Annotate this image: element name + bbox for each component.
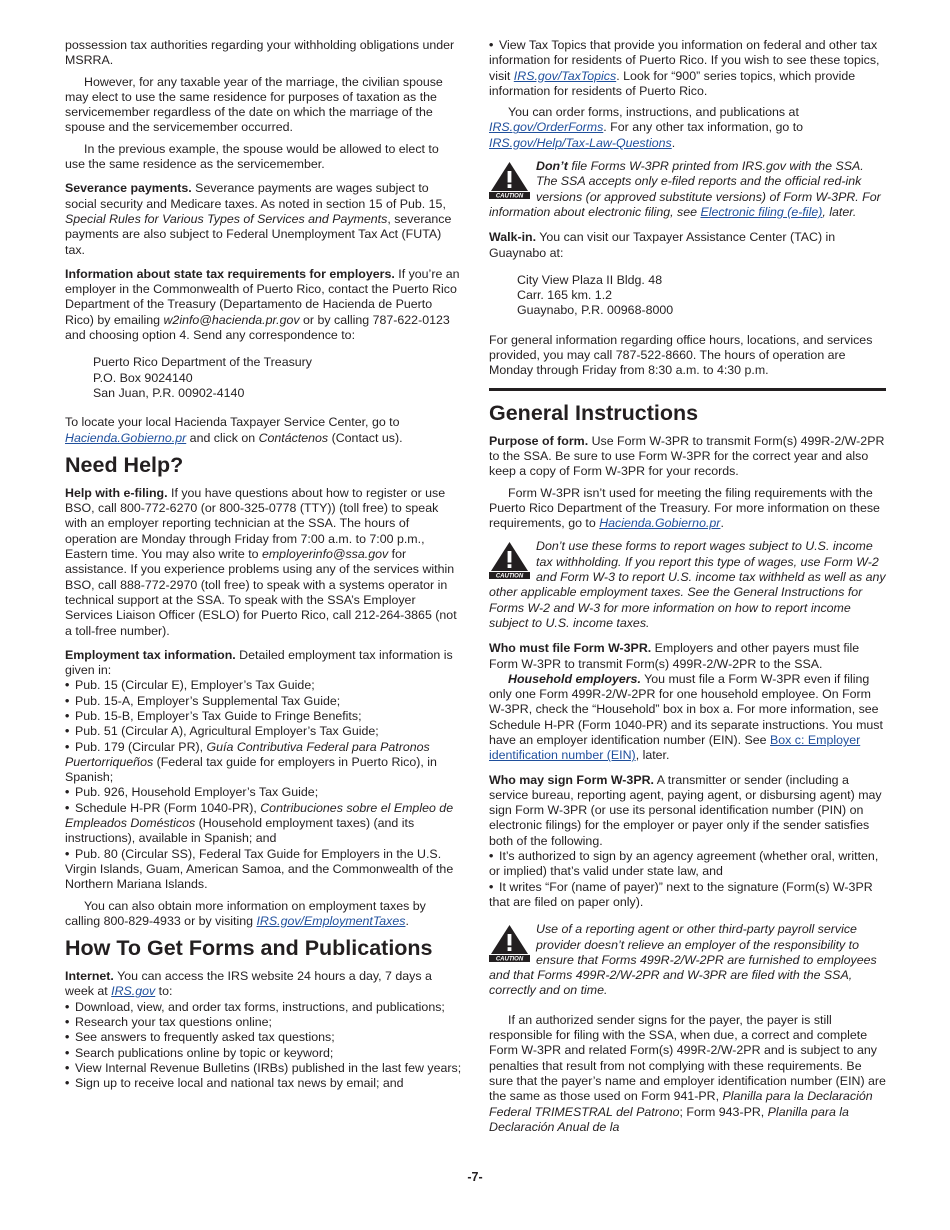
list-item: • Research your tax questions online; [65, 1015, 462, 1030]
order-forms-link[interactable]: IRS.gov/OrderForms [489, 120, 604, 135]
paragraph-locate-center: To locate your local Hacienda Taxpayer Service Center, go to Hacienda.Gobierno.pr and click on Contáctenos (Contact us). [65, 415, 403, 445]
run-in-heading-walk-in: Walk-in. [489, 230, 537, 245]
box-c-ein-link[interactable]: Box c: Employer identification number (EIN) [489, 732, 861, 763]
caution-note-efile: CAUTION Don’t file Forms W-3PR printed from IRS.gov with the SSA. The SSA accepts only e-filed reports and the official red-ink versions (or approved substitute versions) of Form W-3PR. For information about electronic filing, see Electronic filing (e-file), later. [489, 159, 881, 219]
sign-conditions-list [489, 849, 886, 910]
section-divider [489, 388, 886, 391]
efile-link[interactable]: Electronic filing (e-file) [700, 204, 823, 219]
irs-gov-link[interactable]: IRS.gov [111, 984, 156, 999]
heading-need-help: Need Help? [65, 452, 184, 477]
tac-address: City View Plaza II Bldg. 48 Carr. 165 km. 1.2 Guaynabo, P.R. 00968-8000 [517, 272, 674, 318]
paragraph-more-info: You can also obtain more information on employment taxes by calling 800-829-4933 or by visiting IRS.gov/EmploymentTaxes. [65, 898, 426, 928]
internet-list [65, 1000, 462, 1092]
publications-list [65, 678, 462, 892]
list-item: • Pub. 80 (Circular SS), Federal Tax Guide for Employers in the U.S. Virgin Islands, Guam, American Samoa, and the Commonwealth of the Northern Mariana Islands. [65, 847, 462, 893]
paragraph-who-may-sign: Who may sign Form W-3PR. A transmitter or sender (including a service bureau, reporting agent, paying agent, or disbursing agent) may sign Form W-3PR (or use its personal identification number (PIN) on electronic filings) for the employer or payer only if the sender satisfies both of the following. [489, 772, 882, 848]
caution-label: CAUTION [495, 956, 524, 963]
employment-taxes-link[interactable]: IRS.gov/EmploymentTaxes [256, 913, 406, 928]
list-item: • Search publications online by topic or keyword; [65, 1046, 462, 1061]
hacienda-link-2[interactable]: Hacienda.Gobierno.pr [599, 516, 721, 531]
list-item: • Sign up to receive local and national tax news by email; and [65, 1076, 462, 1091]
paragraph-who-must-file: Who must file Form W-3PR. Employers and other payers must file Form W-3PR to transmit Form(s) 499R-2/W-2PR to the SSA. [489, 641, 860, 671]
list-item: • It writes “For (name of payer)” next to the signature (Form(s) W-3PR that are filed on paper only). [489, 880, 886, 911]
heading-general-instructions: General Instructions [489, 400, 699, 425]
tax-topics-link[interactable]: IRS.gov/TaxTopics [513, 68, 617, 83]
run-in-heading-state-tax: Information about state tax requirements for employers. [65, 266, 395, 281]
paragraph-household: Household employers. You must file a Form W-3PR even if filing only one Form 499R-2/W-2PR for one household employee. On Form W-3PR, check the “Household” box in box a. For more information, see Schedule H-PR (Form 1040-PR) and its separate instructions. You must have an employer identification number (EIN). See Box c: Employer identification number (EIN), later. [489, 671, 883, 763]
hacienda-link[interactable]: Hacienda.Gobierno.pr [65, 430, 187, 445]
list-item: • Pub. 179 (Circular PR), Guía Contributiva Federal para Patronos Puertorriqueños (Federal tax guide for employers in Puerto Rico), in Spanish; [65, 740, 462, 786]
list-item: • See answers to frequently asked tax questions; [65, 1030, 462, 1045]
run-in-heading-who-may-sign: Who may sign Form W-3PR. [489, 772, 654, 787]
paragraph-order-forms: You can order forms, instructions, and publications at IRS.gov/OrderForms. For any other tax information, go to IRS.gov/Help/Tax-Law-Questions. [489, 105, 804, 150]
caution-note-us-wages: CAUTION Don’t use these forms to report wages subject to U.S. income tax withholding. If you report this type of wages, use Form W-2 and Form W-3 to report U.S. income tax withheld as well as any other applicable employment taxes. See the General Instructions for Forms W-2 and W-3 for more information on how to report income subject to U.S. income taxes. [489, 539, 886, 630]
heading-forms-publications: How To Get Forms and Publications [65, 936, 433, 961]
list-item: • It’s authorized to sign by an agency agreement (whether oral, written, or implied) that’s valid under state law, and [489, 849, 886, 880]
caution-note-agent: CAUTION Use of a reporting agent or other third-party payroll service provider doesn’t relieve an employer of the responsibility to ensure that Forms 499R-2/W-2PR are furnished to employees and that Forms 499R-2/W-2PR and W-3PR are filed with the SSA, correctly and on time. [489, 922, 877, 998]
run-in-heading-internet: Internet. [65, 969, 114, 984]
list-item: • Pub. 15-A, Employer’s Supplemental Tax Guide; [65, 694, 462, 709]
list-item: • Pub. 51 (Circular A), Agricultural Employer’s Tax Guide; [65, 724, 462, 739]
list-item: • Download, view, and order tax forms, instructions, and publications; [65, 1000, 462, 1015]
paragraph-employment-info: Employment tax information. Detailed employment tax information is given in: [65, 647, 453, 678]
run-in-heading-employment-info: Employment tax information. [65, 647, 236, 662]
left-column [65, 38, 462, 1092]
tax-law-questions-link[interactable]: IRS.gov/Help/Tax-Law-Questions [489, 135, 672, 150]
run-in-heading-purpose: Purpose of form. [489, 433, 589, 448]
caution-icon [489, 541, 530, 579]
paragraph-civilian-spouse: However, for any taxable year of the marriage, the civilian spouse may elect to use the same residence for purposes of taxation as the servicemember regardless of the date on which the marriage of the spouse and the servicemember occurred. [65, 74, 443, 135]
run-in-heading-efiling: Help with e-filing. [65, 485, 168, 500]
caution-icon [489, 924, 530, 962]
run-in-heading-household: Household employers. [508, 671, 641, 686]
treasury-address: Puerto Rico Department of the Treasury P.O. Box 9024140 San Juan, P.R. 00902-4140 [93, 355, 313, 400]
caution-label: CAUTION [495, 193, 524, 200]
page-number: -7- [467, 1170, 483, 1184]
list-item: • Pub. 15 (Circular E), Employer’s Tax Guide; [65, 678, 462, 693]
paragraph-general-info: For general information regarding office hours, locations, and services provided, you may call 787-522-8660. The hours of operation are Monday through Friday from 8:30 a.m. to 4:30 p.m. [489, 332, 873, 378]
run-in-heading-severance: Severance payments. [65, 181, 192, 196]
paragraph-efiling: Help with e-filing. If you have questions about how to register or use BSO, call 800-772-6270 (or 800-325-0778 (TTY)) (toll free) to speak with an employer reporting technician at the SSA. The hours of operation are Monday through Friday from 7:00 a.m. to 7:00 p.m., Eastern time. You may also write to employerinfo@ssa.gov for assistance. If you experience problems using any of the services within BSO, call 888-772-2970 (toll free) to speak with a systems operator in technical support at the SSA. To speak with the SSA’s Employer Services Liaison Officer (ESLO) for Puerto Rico, call 212-264-3865 (not a toll-free number). [65, 485, 457, 638]
caution-label: CAUTION [495, 574, 524, 580]
list-item-tax-topics: • View Tax Topics that provide you information on federal and other tax information for residents of Puerto Rico. If you wish to see these topics, visit IRS.gov/TaxTopics. Look for “900” series topics, which provide information for residents of Puerto Rico. [489, 38, 886, 99]
paragraph-walk-in: Walk-in. You can visit our Taxpayer Assistance Center (TAC) in Guaynabo at: [489, 230, 836, 260]
list-item: • Schedule H-PR (Form 1040-PR), Contribuciones sobre el Empleo de Empleados Domésticos (Household employment taxes) (and its instructions), available in Spanish; and [65, 801, 462, 847]
ssa-email: employerinfo@ssa.gov [261, 547, 389, 562]
paragraph-msrra: possession tax authorities regarding your withholding obligations under MSRRA. [65, 38, 455, 68]
paragraph-internet: Internet. You can access the IRS website 24 hours a day, 7 days a week at IRS.gov to: [65, 969, 432, 999]
paragraph-previous-example: In the previous example, the spouse would be allowed to elect to use the same residence as the servicemember. [65, 141, 439, 172]
paragraph-state-tax: Information about state tax requirements for employers. If you’re an employer in the Commonwealth of Puerto Rico, contact the Puerto Rico Department of the Treasury (Departamento de Hacienda de Puerto Rico) by emailing w2info@hacienda.pr.gov or by calling 787-622-0123 and choosing option 4. Send any correspondence to: [65, 266, 460, 343]
paragraph-authorized-sender: If an authorized sender signs for the payer, the payer is still responsible for filing with the SSA, when due, a correct and complete Form W-3PR and related Form(s) 499R-2/W-2PR and is subject to any penalties that result from not complying with these requirements. Be sure that the payer’s name and employer identification number (EIN) are the same as those used on Form 941-PR, Planilla para la Declaración Federal TRIMESTRAL del Patrono; Form 943-PR, Planilla para la Declaración Anual de la [489, 1012, 886, 1134]
paragraph-not-used: Form W-3PR isn’t used for meeting the filing requirements with the Puerto Rico Department of the Treasury. For more information on these requirements, go to Hacienda.Gobierno.pr. [489, 485, 880, 531]
caution-icon [489, 161, 530, 199]
run-in-heading-who-must-file: Who must file Form W-3PR. [489, 641, 652, 656]
right-column [489, 38, 886, 1141]
list-item: • View Internal Revenue Bulletins (IRBs) published in the last few years; [65, 1061, 462, 1076]
paragraph-severance: Severance payments. Severance payments are wages subject to social security and Medicare taxes. As noted in section 15 of Pub. 15, Special Rules for Various Types of Services and Payments, severance payments are also subject to Federal Unemployment Tax Act (FUTA) tax. [65, 181, 452, 257]
list-item: • Pub. 15-B, Employer’s Tax Guide to Fringe Benefits; [65, 709, 462, 724]
hacienda-email: w2info@hacienda.pr.gov [163, 312, 300, 327]
list-item: • Pub. 926, Household Employer’s Tax Guide; [65, 785, 462, 800]
paragraph-purpose: Purpose of form. Use Form W-3PR to transmit Form(s) 499R-2/W-2PR to the SSA. Be sure to use Form W-3PR for the correct year and also keep a copy of Form W-3PR for your records. [489, 433, 885, 479]
